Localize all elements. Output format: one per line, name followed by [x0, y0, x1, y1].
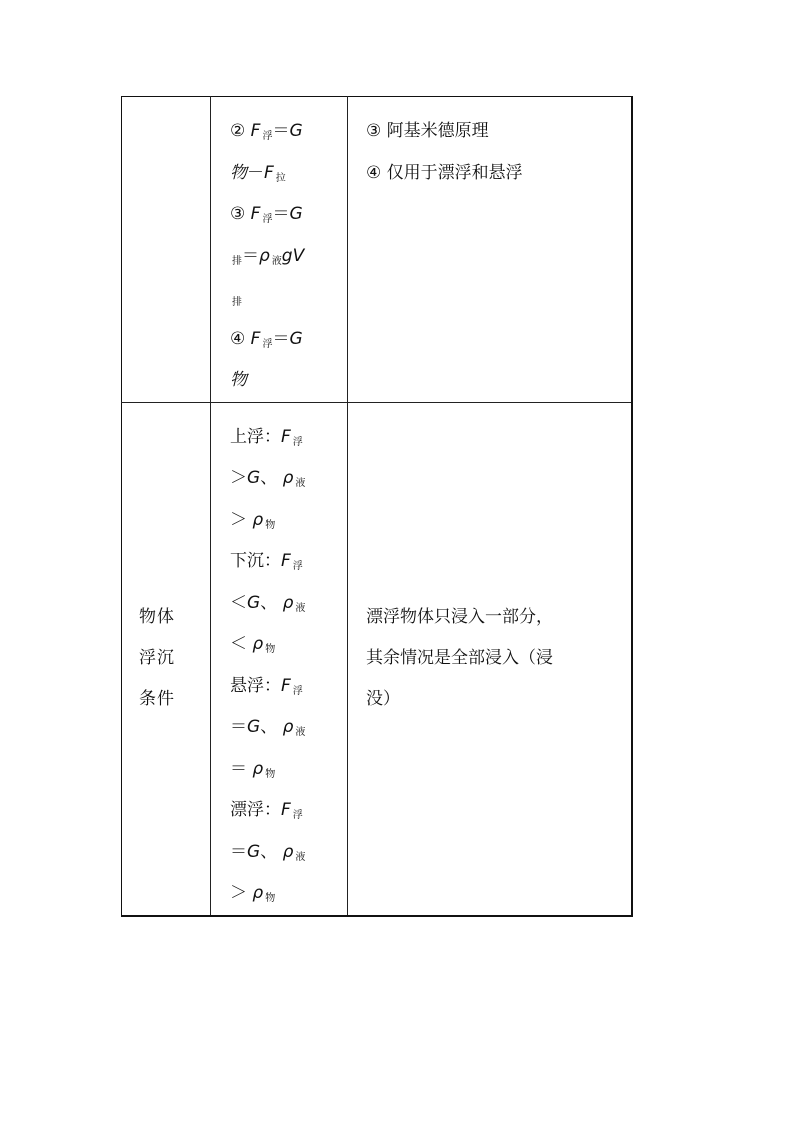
formula-text: 上浮： — [230, 426, 281, 447]
condition-line — [230, 873, 347, 915]
formula-text: ＝ — [242, 245, 259, 266]
formula-text: 漂浮： — [230, 800, 281, 820]
formula-text: ＝ — [272, 204, 290, 224]
notes-cell — [348, 97, 632, 403]
subscript: 物 — [265, 893, 276, 904]
formula-text: F — [264, 162, 274, 183]
formula-text: F — [281, 551, 291, 571]
condition-line — [230, 707, 347, 749]
formula-line — [230, 360, 347, 402]
table-row — [122, 402, 632, 916]
formula-line — [230, 236, 347, 278]
subscript: 物 — [265, 519, 276, 531]
formula-text: ρ — [252, 634, 264, 654]
subscript: 液 — [271, 255, 282, 267]
formula-text: ρ — [252, 758, 264, 779]
formula-text: ＝ — [230, 758, 253, 779]
formula-text: F — [250, 204, 261, 224]
condition-line — [230, 832, 347, 874]
formula-text: G — [247, 468, 261, 488]
condition-line — [230, 624, 347, 666]
formula-text: G — [247, 592, 261, 613]
note-line: ④ 仅用于漂浮和悬浮 — [366, 162, 523, 183]
note-line: 其余情况是全部浸入（浸 — [366, 648, 553, 668]
formula-text: ＝ — [272, 121, 290, 141]
category-label: 物体 — [139, 607, 175, 627]
subscript: 浮 — [262, 338, 273, 350]
formula-text: F — [250, 328, 261, 349]
formula-text: ＝ — [230, 717, 247, 737]
subscript: 物 — [265, 768, 276, 780]
subscript: 浮 — [292, 561, 303, 572]
formula-text: ρ — [282, 592, 294, 613]
subscript: 排 — [232, 297, 242, 308]
subscript: 拉 — [275, 172, 286, 184]
formula-line — [230, 153, 347, 195]
formula-text: F — [281, 426, 291, 447]
subscript: 浮 — [292, 810, 303, 821]
subscript: 排 — [232, 255, 242, 267]
formula-text: ＞ — [230, 509, 253, 530]
formula-text: ρ — [282, 717, 294, 737]
formula-line — [230, 194, 347, 236]
formula-text: ＞ — [230, 883, 253, 903]
condition-line — [230, 500, 347, 542]
note-line: 没） — [366, 689, 400, 709]
subscript: 浮 — [292, 685, 303, 697]
subscript: 浮 — [262, 214, 273, 225]
formula-text: ＞ — [230, 468, 247, 488]
formula-text: ＝ — [272, 328, 290, 349]
formula-text: gV — [281, 245, 305, 266]
formula-line — [230, 319, 347, 361]
circled-number: ④ — [230, 328, 251, 349]
formula-text: G — [289, 121, 303, 141]
formula-text: ρ — [282, 468, 294, 488]
condition-line — [230, 541, 347, 583]
formula-text: 、 — [260, 592, 283, 613]
formula-text: － — [247, 162, 264, 183]
table-row — [122, 97, 632, 403]
condition-line — [230, 458, 347, 500]
category-cell-empty — [122, 97, 211, 403]
formula-text: G — [289, 204, 303, 224]
condition-line — [230, 790, 347, 832]
subscript: 物 — [265, 644, 276, 655]
subscript: 液 — [295, 851, 306, 863]
formula-text: ＝ — [230, 841, 247, 862]
formula-text: 物 — [230, 162, 247, 183]
formula-text: F — [250, 121, 261, 141]
formula-text: G — [289, 328, 303, 349]
formula-cell — [211, 97, 348, 403]
formula-text: G — [247, 717, 261, 737]
condition-line — [230, 417, 347, 459]
formula-text: ρ — [282, 841, 294, 862]
subscript: 液 — [295, 727, 306, 738]
formula-text: F — [281, 800, 291, 820]
subscript: 浮 — [262, 131, 273, 142]
formula-line — [230, 277, 347, 319]
formula-text: ρ — [259, 245, 270, 266]
category-cell — [122, 402, 211, 916]
circled-number: ② — [230, 121, 251, 141]
category-label: 浮沉 — [139, 648, 175, 668]
formula-text: ρ — [252, 509, 264, 530]
formula-text: F — [281, 675, 291, 696]
formula-text: 下沉： — [230, 551, 281, 571]
subscript: 液 — [295, 478, 306, 489]
note-line: 漂浮物体只浸入一部分， — [366, 607, 553, 627]
formula-text: 、 — [260, 468, 283, 488]
condition-line — [230, 749, 347, 791]
formula-text: ＜ — [230, 634, 253, 654]
note-line: ③ 阿基米德原理 — [366, 121, 489, 141]
subscript: 浮 — [292, 436, 303, 448]
buoyancy-table — [121, 96, 633, 917]
formula-line — [230, 111, 347, 153]
circled-number: ③ — [230, 204, 251, 224]
category-label: 条件 — [139, 689, 175, 709]
conditions-cell — [211, 402, 348, 916]
formula-text: G — [247, 841, 261, 862]
formula-text: 、 — [260, 841, 283, 862]
condition-line — [230, 666, 347, 708]
note-cell — [348, 402, 632, 916]
formula-text: 悬浮： — [230, 675, 281, 696]
subscript: 液 — [295, 602, 306, 614]
formula-text: 物 — [230, 370, 247, 390]
formula-text: ρ — [252, 883, 264, 903]
condition-line — [230, 583, 347, 625]
formula-text: ＜ — [230, 592, 247, 613]
formula-text: 、 — [260, 717, 283, 737]
